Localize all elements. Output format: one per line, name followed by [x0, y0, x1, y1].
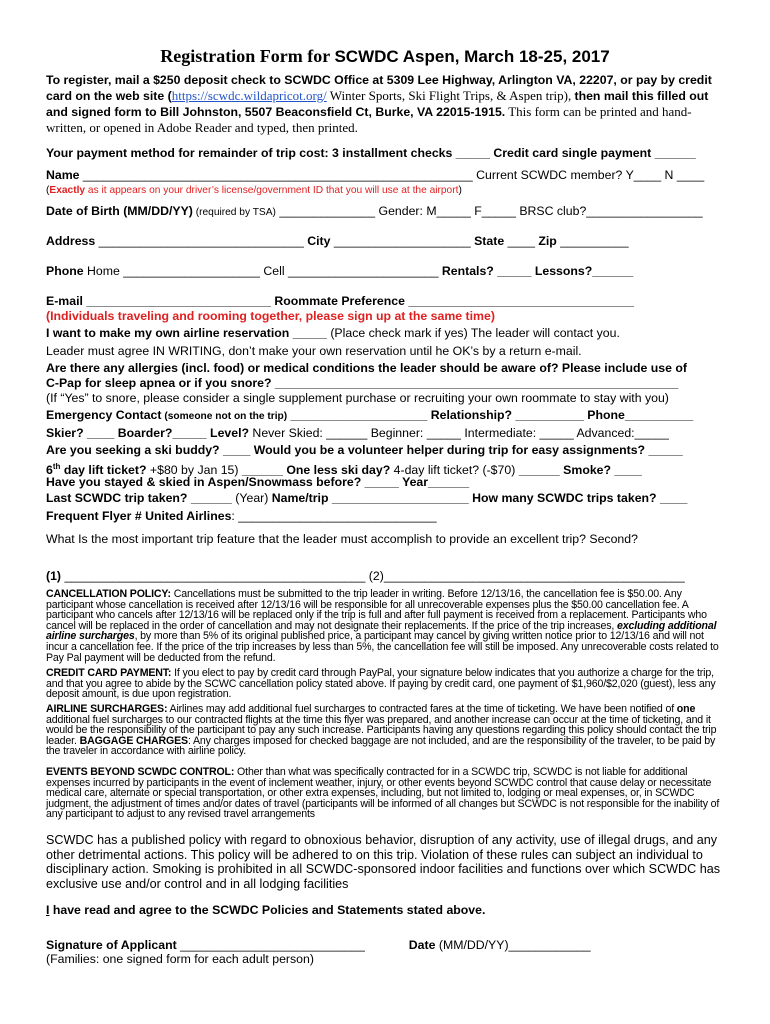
intro-serif-2: This form can be printed and hand-written, or opened in Adobe Reader and typed, then printed.: [46, 104, 692, 135]
address-field[interactable]: ______________________________: [95, 234, 308, 248]
cancellation-label: CANCELLATION POLICY:: [46, 588, 171, 600]
skier-boarder-level[interactable]: Skier? ____ Boarder?_____ Level?: [46, 426, 250, 440]
emergency-note: (someone not on the trip): [161, 411, 288, 422]
families-note: (Families: one signed form for each adult person): [46, 952, 314, 966]
answer-one-field[interactable]: ____________________________________________: [61, 569, 369, 583]
state-label: State: [474, 234, 505, 248]
skier-row[interactable]: [46, 426, 730, 441]
surcharges-text-1: Airlines may add additional fuel surcharges to contracted fares at the time of ticketing. We have been notified of: [167, 703, 677, 715]
sixth-day-label: day lift ticket?: [60, 463, 147, 478]
last-trip-row[interactable]: [46, 491, 730, 506]
dob-gender-club-fields[interactable]: ______________ Gender: M_____ F_____ BRSC club?_________________: [275, 204, 703, 218]
surcharges-label: AIRLINE SURCHARGES:: [46, 703, 168, 715]
zip-field[interactable]: __________: [556, 234, 629, 248]
emergency-fields[interactable]: ____________________ Relationship? __________ Phone__________: [287, 408, 694, 422]
phone-label: Phone: [46, 264, 84, 278]
page-title: [0, 46, 770, 67]
emergency-contact-row[interactable]: [46, 408, 730, 424]
individuals-note: (Individuals traveling and rooming together, please sign up at the same time): [46, 309, 495, 323]
stayed-before-row[interactable]: Have you stayed & skied in Aspen/Snowmass before? _____ Year______: [46, 475, 470, 489]
events-label: EVENTS BEYOND SCWDC CONTROL:: [46, 766, 235, 778]
allergies-question: Are there any allergies (incl. food) or medical conditions the leader should be aware of? Please include use of: [46, 361, 687, 375]
cancellation-text-2: , by more than 5% of its original published price, a participant may cancel by giving written notice prior to 12/13/16 and will not incur a cancellation fee. If the price of the trip increases by less than 5%, the cancellation fee will still be imposed. Any unrecoverable costs related to Pay Pal payment will be deducted from the refund.: [46, 630, 719, 664]
website-link[interactable]: https://scwdc.wildapricot.org/: [171, 88, 327, 103]
airline-reservation-row[interactable]: [46, 326, 730, 341]
credit-card-text: If you elect to pay by credit card through PayPal, your signature below indicates that you authorize a charge for the trip, and that you agree to abide by the SCWC cancellation policy stated above. If paying by credit card, one payment of $1,960/$2,020 (guest), less any deposit amount, is due upon registration.: [46, 667, 716, 701]
name-note-close: ): [458, 185, 462, 196]
surcharges-text-3: : Any charges imposed for checked baggage are not included, and are the responsibility of the traveler, to be paid by the traveler in accordance with airline policy.: [46, 734, 716, 758]
frequent-flyer-row[interactable]: [46, 509, 730, 524]
baggage-label: BAGGAGE CHARGES: [79, 734, 188, 747]
city-field[interactable]: ____________________: [330, 234, 475, 248]
zip-label: Zip: [538, 234, 557, 248]
answer-two-field[interactable]: ____________________________________________: [383, 569, 685, 583]
name-row[interactable]: [46, 168, 730, 183]
name-note: [46, 183, 730, 198]
cancellation-text-1: Cancellations must be submitted to the trip leader in writing. Before 12/13/16, the cancellation fee is $50.00. Any participant whose cancellation is received after 12/13/16 will be responsible for all unrecoverable expenses plus the $50.00 cancellation fee. A participant who cancels after 12/13/16 will be replaced only if the trip is full and after full payment is received from a replacement. Participants who cancel will be replaced in the order of cancellation and may not designate their replacements. If the price of the trip increases,: [46, 588, 707, 632]
address-row[interactable]: [46, 234, 730, 249]
payment-method-row[interactable]: Your payment method for remainder of trip cost: 3 installment checks _____ Credit card single payment ______: [46, 146, 696, 160]
snore-note: (If “Yes” to snore, please consider a single supplement purchase or recruiting your own roommate to stay with you): [46, 391, 669, 405]
cancellation-emphasis: excluding additional airline surcharges: [46, 619, 717, 643]
dob-label: Date of Birth (MM/DD/YY): [46, 204, 193, 218]
signature-label: Signature of Applicant: [46, 938, 177, 952]
smoke-field[interactable]: ______ Smoke? ____: [515, 463, 642, 478]
events-text: Other than what was specifically contracted for in a SCWDC trip, SCWDC is not liable for additional expenses incurred by participants in the event of inclement weather, injury, or other events beyond SCWDC control that cause delay or necessitate medical care, alternate or special transportation, or other extra expenses, including, but not limited to, lodging or meal expenses, or, in SCWDC judgment, the adjustment of times and/or dates of travel (participants will be informed of all changes but SCWDC is not responsible for the inability of any participant to adjust to any revised travel arrangements: [46, 766, 720, 821]
surcharges-text-2: additional fuel surcharges to our contracted flights at the time this flyer was prepared, and another increase can occur at the time of ticketing, and it would be the responsibility of the participant to pay any such increase. Participants having any questions regarding this policy should contact the trip leader.: [46, 713, 717, 747]
phone-row[interactable]: [46, 264, 730, 279]
last-trip-field[interactable]: Last SCWDC trip taken? ______: [46, 491, 232, 505]
name-note-exactly: Exactly: [49, 185, 86, 196]
signature-field[interactable]: ___________________________: [176, 938, 365, 952]
phone-fields[interactable]: Home ____________________ Cell ______________________: [83, 264, 442, 278]
dob-row[interactable]: [46, 204, 730, 220]
one-less-day-field[interactable]: ______ One less ski day?: [238, 463, 391, 478]
cancellation-policy: [46, 589, 726, 663]
frequent-flyer-label: Frequent Flyer # United Airlines: [46, 509, 232, 523]
name-label: Name: [46, 168, 80, 182]
skill-level-fields[interactable]: Never Skied: ______ Beginner: _____ Intermediate: _____ Advanced:_____: [249, 426, 669, 440]
allergies-field[interactable]: C-Pap for sleep apnea or if you snore? ___________________________________________________________: [46, 376, 679, 390]
intro-bold-2: then mail this filled out and signed form to Bill Johnston, 5507 Beaconsfield Ct, Burke, VA 22015-1915.: [46, 89, 709, 119]
date-field[interactable]: ____________: [508, 938, 591, 952]
airline-reservation-field[interactable]: I want to make my own airline reservation _____: [46, 326, 327, 340]
events-policy: [46, 767, 726, 820]
name-note-text: as it appears on your driver’s license/government ID that you will use at the airport: [85, 185, 459, 196]
answer-one-label: (1): [46, 569, 62, 583]
dob-note: (required by TSA): [192, 207, 276, 218]
name-note-open: (: [46, 185, 50, 196]
emergency-label: Emergency Contact: [46, 408, 162, 422]
behavior-policy: SCWDC has a published policy with regard to obnoxious behavior, disruption of any activity, use of illegal drugs, and any other detrimental actions. This policy will be adhered to on this trip. Violation of these rules can subject an individual to disciplinary action. Smoking is prohibited in all SCWDC-sponsored indoor facilities and functions over which SCWDC has exclusive use and/or control and in all lodging facilities: [46, 833, 721, 891]
intro-serif-1: Winter Sports, Ski Flight Trips, & Aspen trip),: [326, 88, 575, 103]
agree-first-letter: I: [46, 903, 50, 917]
title-event: SCWDC Aspen, March 18-25, 2017: [334, 47, 610, 66]
trip-feature-question: What Is the most important trip feature that the leader must accomplish to provide an excellent trip? Second?: [46, 532, 638, 546]
signature-row[interactable]: [46, 938, 730, 953]
agree-statement: [46, 903, 730, 918]
frequent-flyer-field[interactable]: : _____________________________: [231, 509, 437, 523]
title-serif: Registration Form for: [160, 46, 331, 66]
four-day-ticket: 4-day lift ticket? (-$70): [390, 463, 516, 478]
intro-bold-1: To register, mail a $250 deposit check to SCWDC Office at 5309 Lee Highway, Arlington VA, 22207, or pay by credit card on the web site (: [46, 73, 712, 103]
airline-reservation-note: (Place check mark if yes) The leader will contact you.: [326, 326, 620, 340]
city-label: City: [307, 234, 331, 248]
agree-text: have read and agree to the SCWDC Policies and Statements stated above.: [49, 903, 486, 917]
sixth-sup: th: [52, 462, 61, 471]
surcharges-one: one: [676, 703, 696, 715]
credit-card-label: CREDIT CARD PAYMENT:: [46, 667, 172, 679]
trip-feature-answers[interactable]: [46, 569, 730, 584]
name-field[interactable]: _________________________________________________________: [79, 168, 473, 182]
member-field[interactable]: Current SCWDC member? Y____ N ____: [472, 168, 705, 182]
date-format: (MM/DD/YY): [435, 938, 509, 952]
trip-name-count-fields[interactable]: Name/trip ____________________ How many SCWDC trips taken? ____: [268, 491, 688, 505]
intro-paragraph: [46, 72, 726, 136]
airline-surcharges-policy: [46, 704, 726, 757]
date-label: Date: [408, 938, 436, 952]
ski-buddy-row[interactable]: Are you seeking a ski buddy? ____ Would you be a volunteer helper during trip for easy assignments? _____: [46, 443, 683, 457]
state-field[interactable]: ____: [504, 234, 539, 248]
sixth-day-price: +$80 by Jan 15): [146, 463, 239, 478]
address-label: Address: [46, 234, 96, 248]
answer-two-label: (2): [368, 569, 384, 583]
last-trip-year: (Year): [231, 491, 269, 505]
leader-agree-note: Leader must agree IN WRITING, don’t make your own reservation until he OK’s by a return e-mail.: [46, 344, 582, 358]
credit-card-policy: [46, 668, 726, 700]
sixth-num: 6: [46, 463, 53, 478]
rentals-lessons-fields[interactable]: Rentals? _____ Lessons?______: [441, 264, 634, 278]
email-roommate-row[interactable]: E-mail ___________________________ Roommate Preference _________________________________: [46, 294, 635, 308]
